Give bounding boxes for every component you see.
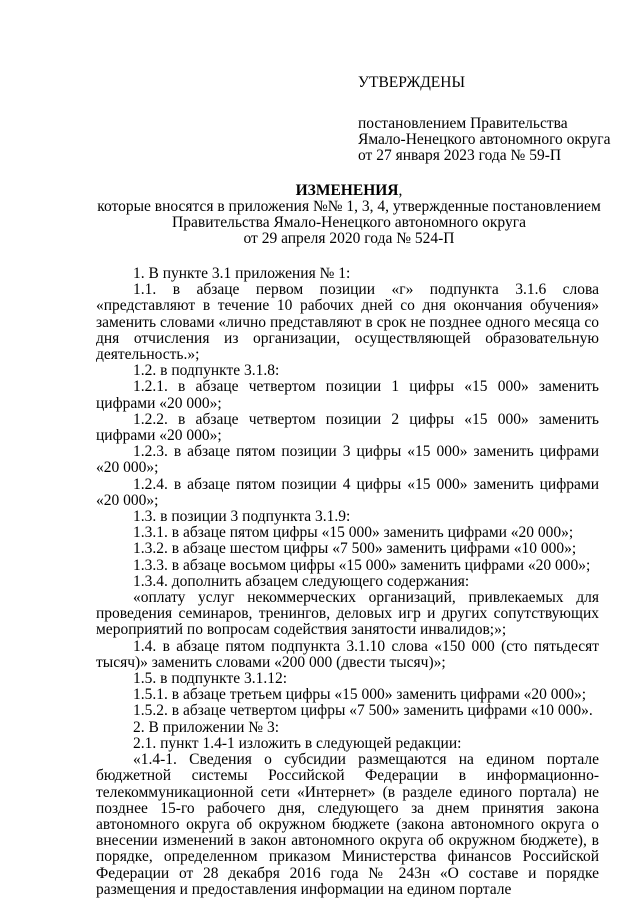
approved-label: УТВЕРЖДЕНЫ: [358, 74, 465, 91]
paragraph: 1.4. в абзаце пятом подпункта 3.1.10 слова «150 000 (сто пятьдесят тысяч)» заменить словами «200 000 (двести тысяч)»;: [96, 637, 599, 671]
approval-stamp: [358, 75, 610, 164]
paragraph: 1.5.1. в абзаце третьем цифры «15 000» заменить цифрами «20 000»;: [133, 686, 587, 704]
title-line: от 29 апреля 2020 года № 524-П: [243, 230, 455, 247]
paragraph: 1.3.4. дополнить абзацем следующего содержания:: [133, 572, 470, 590]
paragraph: 1.2.2. в абзаце четвертом позиции 2 цифры «15 000» заменить цифрами «20 000»;: [96, 410, 599, 445]
paragraph: 1.3.2. в абзаце шестом цифры «7 500» заменить цифрами «10 000»;: [133, 540, 577, 558]
title-line: которые вносятся в приложения №№ 1, 3, 4, утвержденные постановлением: [97, 198, 601, 215]
paragraph: 1.5. в подпункте 3.1.12:: [133, 670, 288, 688]
paragraph: 1.2.1. в абзаце четвертом позиции 1 цифры «15 000» заменить цифрами «20 000»;: [96, 378, 599, 412]
document-title: [96, 183, 602, 247]
title-heading-line: [96, 183, 602, 199]
title-heading: ИЗМЕНЕНИЯ: [295, 182, 399, 199]
paragraph: 2. В приложении № 3:: [133, 718, 280, 736]
paragraph: 1. В пункте 3.1 приложения № 1:: [133, 265, 351, 282]
paragraph: «1.4-1. Сведения о субсидии размещаются на едином портале бюджетной системы Российской Федерации в информационно-телекоммуникационной сети «Интернет» (в разделе единого портала) не позднее 15-го рабочего дня, следующего за днем принятия закона автономного округа об окружном бюджете (закона автономного округа о внесении изменений в закон автономного округа об окружном бюджете), в порядке, определенном приказом Министерства финансов Российской Федерации от 28 декабря 2016 года № 243н «О составе и порядке размещения и предоставления информации на едином портале: [96, 751, 599, 898]
approval-line: Ямало-Ненецкого автономного округа: [358, 131, 611, 148]
paragraph: 2.1. пункт 1.4-1 изложить в следующей редакции:: [133, 734, 462, 752]
approval-line: постановлением Правительства: [358, 115, 568, 132]
paragraph: «оплату услуг некоммерческих организаций, привлекаемых для проведения семинаров, тренингов, деловых игр и других сопутствующих мероприятий по вопросам содействия занятости инвалидов;»;: [96, 589, 599, 639]
paragraph: 1.2. в подпункте 3.1.8:: [133, 362, 280, 380]
paragraph: 1.2.4. в абзаце пятом позиции 4 цифры «15 000» заменить цифрами «20 000»;: [96, 475, 599, 509]
paragraph: 1.1. в абзаце первом позиции «г» подпункта 3.1.6 слова «представляют в течение 10 рабочих дней со дня окончания обучения» заменить словами «лично представляют в срок не позднее одного месяца со дня отчисления из организации, осуществляющей образовательную деятельность.»;: [96, 281, 599, 364]
paragraph: 1.2.3. в абзаце пятом позиции 3 цифры «15 000» заменить цифрами «20 000»;: [96, 443, 599, 477]
paragraph: 1.5.2. в абзаце четвертом цифры «7 500» заменить цифрами «10 000».: [133, 702, 593, 720]
document-body: [96, 266, 599, 898]
paragraph: 1.3.3. в абзаце восьмом цифры «15 000» заменить цифрами «20 000»;: [133, 556, 591, 574]
paragraph: 1.3. в позиции 3 подпункта 3.1.9:: [133, 508, 351, 526]
title-line: Правительства Ямало-Ненецкого автономного округа: [172, 214, 526, 231]
title-heading-comma: ,: [398, 182, 403, 199]
approval-line: от 27 января 2023 года № 59-П: [358, 147, 562, 164]
paragraph: 1.3.1. в абзаце пятом цифры «15 000» заменить цифрами «20 000»;: [133, 524, 574, 542]
